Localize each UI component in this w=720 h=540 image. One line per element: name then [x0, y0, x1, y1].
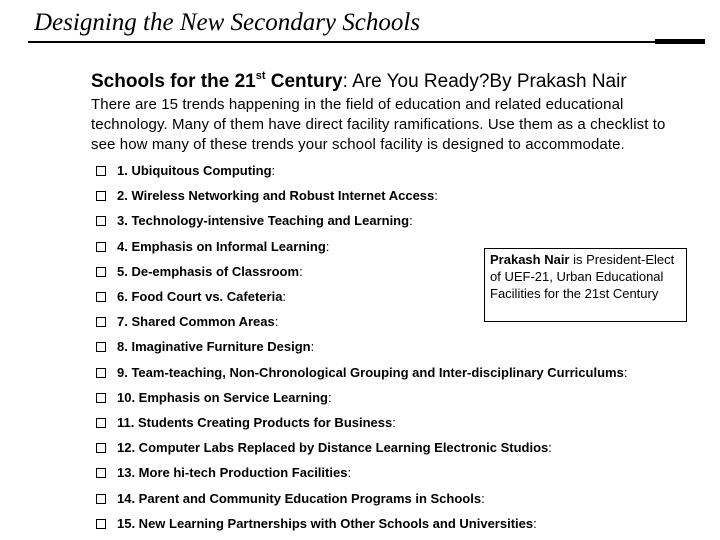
checkbox-icon[interactable] [96, 418, 106, 428]
trend-item [96, 262, 303, 282]
trend-item [96, 186, 438, 206]
trend-label: 6. Food Court vs. Cafeteria [117, 289, 283, 304]
trend-item [96, 388, 332, 408]
trend-item [96, 211, 413, 231]
article-title-ordinal: st [255, 69, 266, 82]
author-name: Prakash Nair [490, 252, 570, 267]
checkbox-icon[interactable] [96, 443, 106, 453]
checkbox-icon[interactable] [96, 242, 106, 252]
trend-suffix: : [392, 415, 396, 430]
trend-label: 1. Ubiquitous Computing [117, 163, 272, 178]
article-title-text: Schools for the 21 [91, 71, 256, 92]
intro-paragraph: There are 15 trends happening in the field of education and related educational technology. Many of them have direct facility ramifications. Use them as a checklist to see how many of these trends your school facility is designed to accommodate. [91, 96, 666, 153]
trend-item [96, 312, 278, 332]
trend-label: 9. Team-teaching, Non-Chronological Grouping and Inter-disciplinary Curriculums [117, 364, 624, 380]
trend-label: 11. Students Creating Products for Business [117, 415, 393, 430]
trend-suffix: : [282, 289, 287, 304]
checkbox-icon[interactable] [96, 292, 106, 302]
author-bio-box [484, 248, 687, 322]
trend-item [96, 237, 329, 257]
trend-suffix: : [327, 389, 332, 405]
checkbox-icon[interactable] [96, 267, 106, 277]
author-bio-text: is President-Elect of UEF-21, Urban Educational Facilities for the 21st Century [490, 252, 675, 301]
trend-suffix: : [434, 188, 438, 204]
title-divider [28, 41, 705, 43]
trend-suffix: : [299, 263, 303, 279]
trend-suffix: : [325, 238, 330, 254]
title-divider-accent [655, 39, 705, 44]
trend-suffix: : [347, 465, 352, 481]
trend-suffix: : [409, 213, 413, 229]
trend-item [96, 337, 314, 357]
checkbox-icon[interactable] [96, 191, 106, 201]
checkbox-icon[interactable] [96, 216, 106, 226]
checkbox-icon[interactable] [96, 393, 106, 403]
trend-label: 7. Shared Common Areas [117, 314, 275, 330]
article-title-end: Century [265, 71, 343, 92]
trend-suffix: : [274, 314, 279, 330]
trend-item [96, 413, 396, 433]
trend-label: 2. Wireless Networking and Robust Internet Access [117, 188, 435, 204]
trend-item [96, 463, 351, 483]
checkbox-icon[interactable] [96, 342, 106, 352]
trend-label: 15. New Learning Partnerships with Other Schools and Universities [117, 515, 534, 531]
trend-label: 5. De-emphasis of Classroom [117, 263, 300, 279]
trend-item [96, 287, 286, 307]
trend-item [96, 363, 627, 383]
trend-label: 10. Emphasis on Service Learning [117, 389, 328, 405]
trend-item [96, 161, 275, 181]
trend-suffix: : [481, 490, 485, 506]
trend-suffix: : [548, 440, 552, 456]
checkbox-icon[interactable] [96, 317, 106, 327]
trend-item [96, 489, 485, 509]
checkbox-icon[interactable] [96, 166, 106, 176]
trend-suffix: : [271, 163, 276, 178]
article-title [91, 71, 343, 92]
checkbox-icon[interactable] [96, 519, 106, 529]
checkbox-icon[interactable] [96, 494, 106, 504]
trend-item [96, 438, 552, 458]
article-heading [91, 70, 627, 94]
trend-label: 12. Computer Labs Replaced by Distance Learning Electronic Studios [117, 440, 549, 456]
trend-suffix: : [623, 364, 628, 380]
trend-label: 3. Technology-intensive Teaching and Learning [117, 213, 410, 229]
trend-label: 14. Parent and Community Education Programs in Schools [117, 490, 482, 506]
trend-suffix: : [310, 339, 315, 355]
trend-item [96, 514, 537, 534]
trend-label: 8. Imaginative Furniture Design [117, 339, 311, 355]
slide-title: Designing the New Secondary Schools [34, 9, 421, 36]
trend-label: 4. Emphasis on Informal Learning [117, 238, 326, 254]
trend-label: 13. More hi-tech Production Facilities [117, 465, 348, 481]
checkbox-icon[interactable] [96, 468, 106, 478]
checkbox-icon[interactable] [96, 368, 106, 378]
article-subtitle: : Are You Ready?By Prakash Nair [342, 71, 627, 92]
trend-suffix: : [533, 515, 537, 531]
